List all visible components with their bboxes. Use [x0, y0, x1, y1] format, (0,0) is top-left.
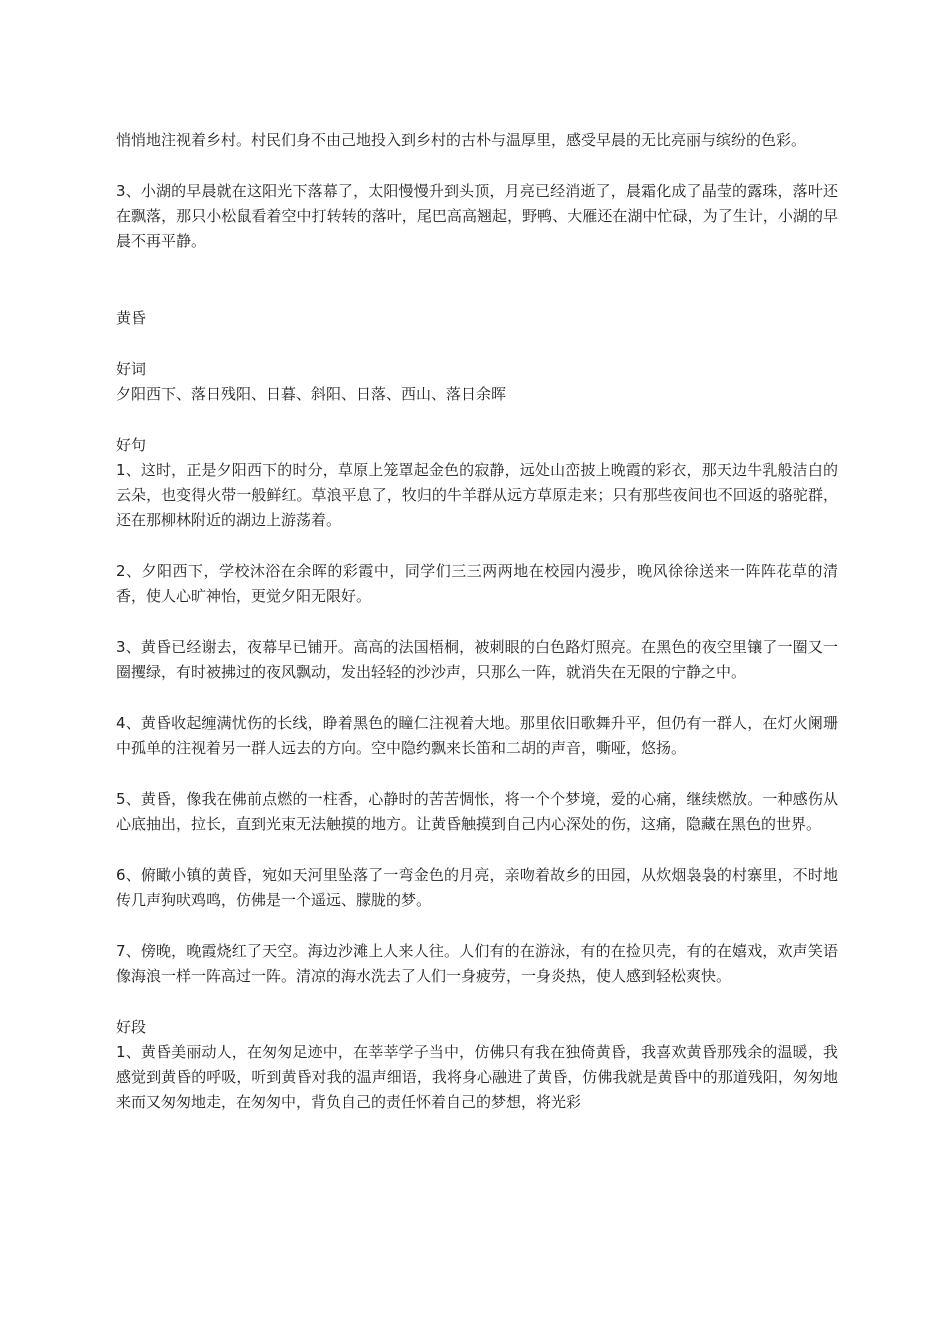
dusk-sentence-2: 2、夕阳西下，学校沐浴在余晖的彩霞中，同学们三三两两地在校园内漫步，晚风徐徐送来一阵阵花草的清香，使人心旷神怡，更觉夕阳无限好。	[116, 562, 838, 605]
dusk-sentence-1: 1、这时，正是夕阳西下的时分，草原上笼罩起金色的寂静，远处山峦披上晚霞的彩衣，那天边牛乳般洁白的云朵，也变得火带一般鲜红。草浪平息了，牧归的牛羊群从远方草原走来；只有那些夜间也不回返的骆驼群，还在那柳林附近的湖边上游荡着。	[116, 461, 838, 529]
dusk-paragraph-1: 1、黄昏美丽动人，在匆匆足迹中，在莘莘学子当中，仿佛只有我在独倚黄昏，我喜欢黄昏那残余的温暖，我感觉到黄昏的呼吸，听到黄昏对我的温声细语，我将身心融进了黄昏，仿佛我就是黄昏中的那道残阳，匆匆地来而又匆匆地走，在匆匆中，背负自己的责任怀着自己的梦想，将光彩	[116, 1043, 838, 1111]
good-words-heading: 好词	[116, 360, 147, 378]
morning-paragraph-continued: 悄悄地注视着乡村。村民们身不由己地投入到乡村的古朴与温厚里，感受早晨的无比亮丽与缤纷的色彩。	[116, 131, 807, 149]
good-sentences-heading: 好句	[116, 436, 147, 454]
good-words-list: 夕阳西下、落日残阳、日暮、斜阳、日落、西山、落日余晖	[116, 385, 507, 403]
document-page	[116, 128, 838, 1115]
morning-sentence-3: 3、小湖的早晨就在这阳光下落幕了，太阳慢慢升到头顶，月亮已经消逝了，晨霜化成了晶莹的露珠，落叶还在飘落，那只小松鼠看着空中打转转的落叶，尾巴高高翘起，野鸭、大雁还在湖中忙碌，为了生计，小湖的早晨不再平静。	[116, 182, 838, 250]
dusk-sentence-7: 7、傍晚，晚霞烧红了天空。海边沙滩上人来人往。人们有的在游泳，有的在捡贝壳，有的在嬉戏，欢声笑语像海浪一样一阵高过一阵。清凉的海水洗去了人们一身疲劳，一身炎热，使人感到轻松爽快。	[116, 942, 838, 985]
good-paragraphs-heading: 好段	[116, 1018, 147, 1036]
section-title-dusk: 黄昏	[116, 309, 147, 327]
dusk-sentence-4: 4、黄昏收起缠满忧伤的长线，睁着黑色的瞳仁注视着大地。那里依旧歌舞升平，但仍有一群人，在灯火阑珊中孤单的注视着另一群人远去的方向。空中隐约飘来长笛和二胡的声音，嘶哑，悠扬。	[116, 714, 838, 757]
dusk-sentence-5: 5、黄昏，像我在佛前点燃的一柱香，心静时的苦苦惆怅，将一个个梦境，爱的心痛，继续燃放。一种感伤从心底抽出，拉长，直到光束无法触摸的地方。让黄昏触摸到自己内心深处的伤，这痛，隐藏在黑色的世界。	[116, 790, 838, 833]
dusk-sentence-6: 6、俯瞰小镇的黄昏，宛如天河里坠落了一弯金色的月亮，亲吻着故乡的田园，从炊烟袅袅的村寨里，不时地传几声狗吠鸡鸣，仿佛是一个遥远、朦胧的梦。	[116, 866, 838, 909]
dusk-sentence-3: 3、黄昏已经谢去，夜幕早已铺开。高高的法国梧桐，被刺眼的白色路灯照亮。在黑色的夜空里镶了一圈又一圈攫绿，有时被拂过的夜风飘动，发出轻轻的沙沙声，只那么一阵，就消失在无限的宁静之中。	[116, 638, 838, 681]
